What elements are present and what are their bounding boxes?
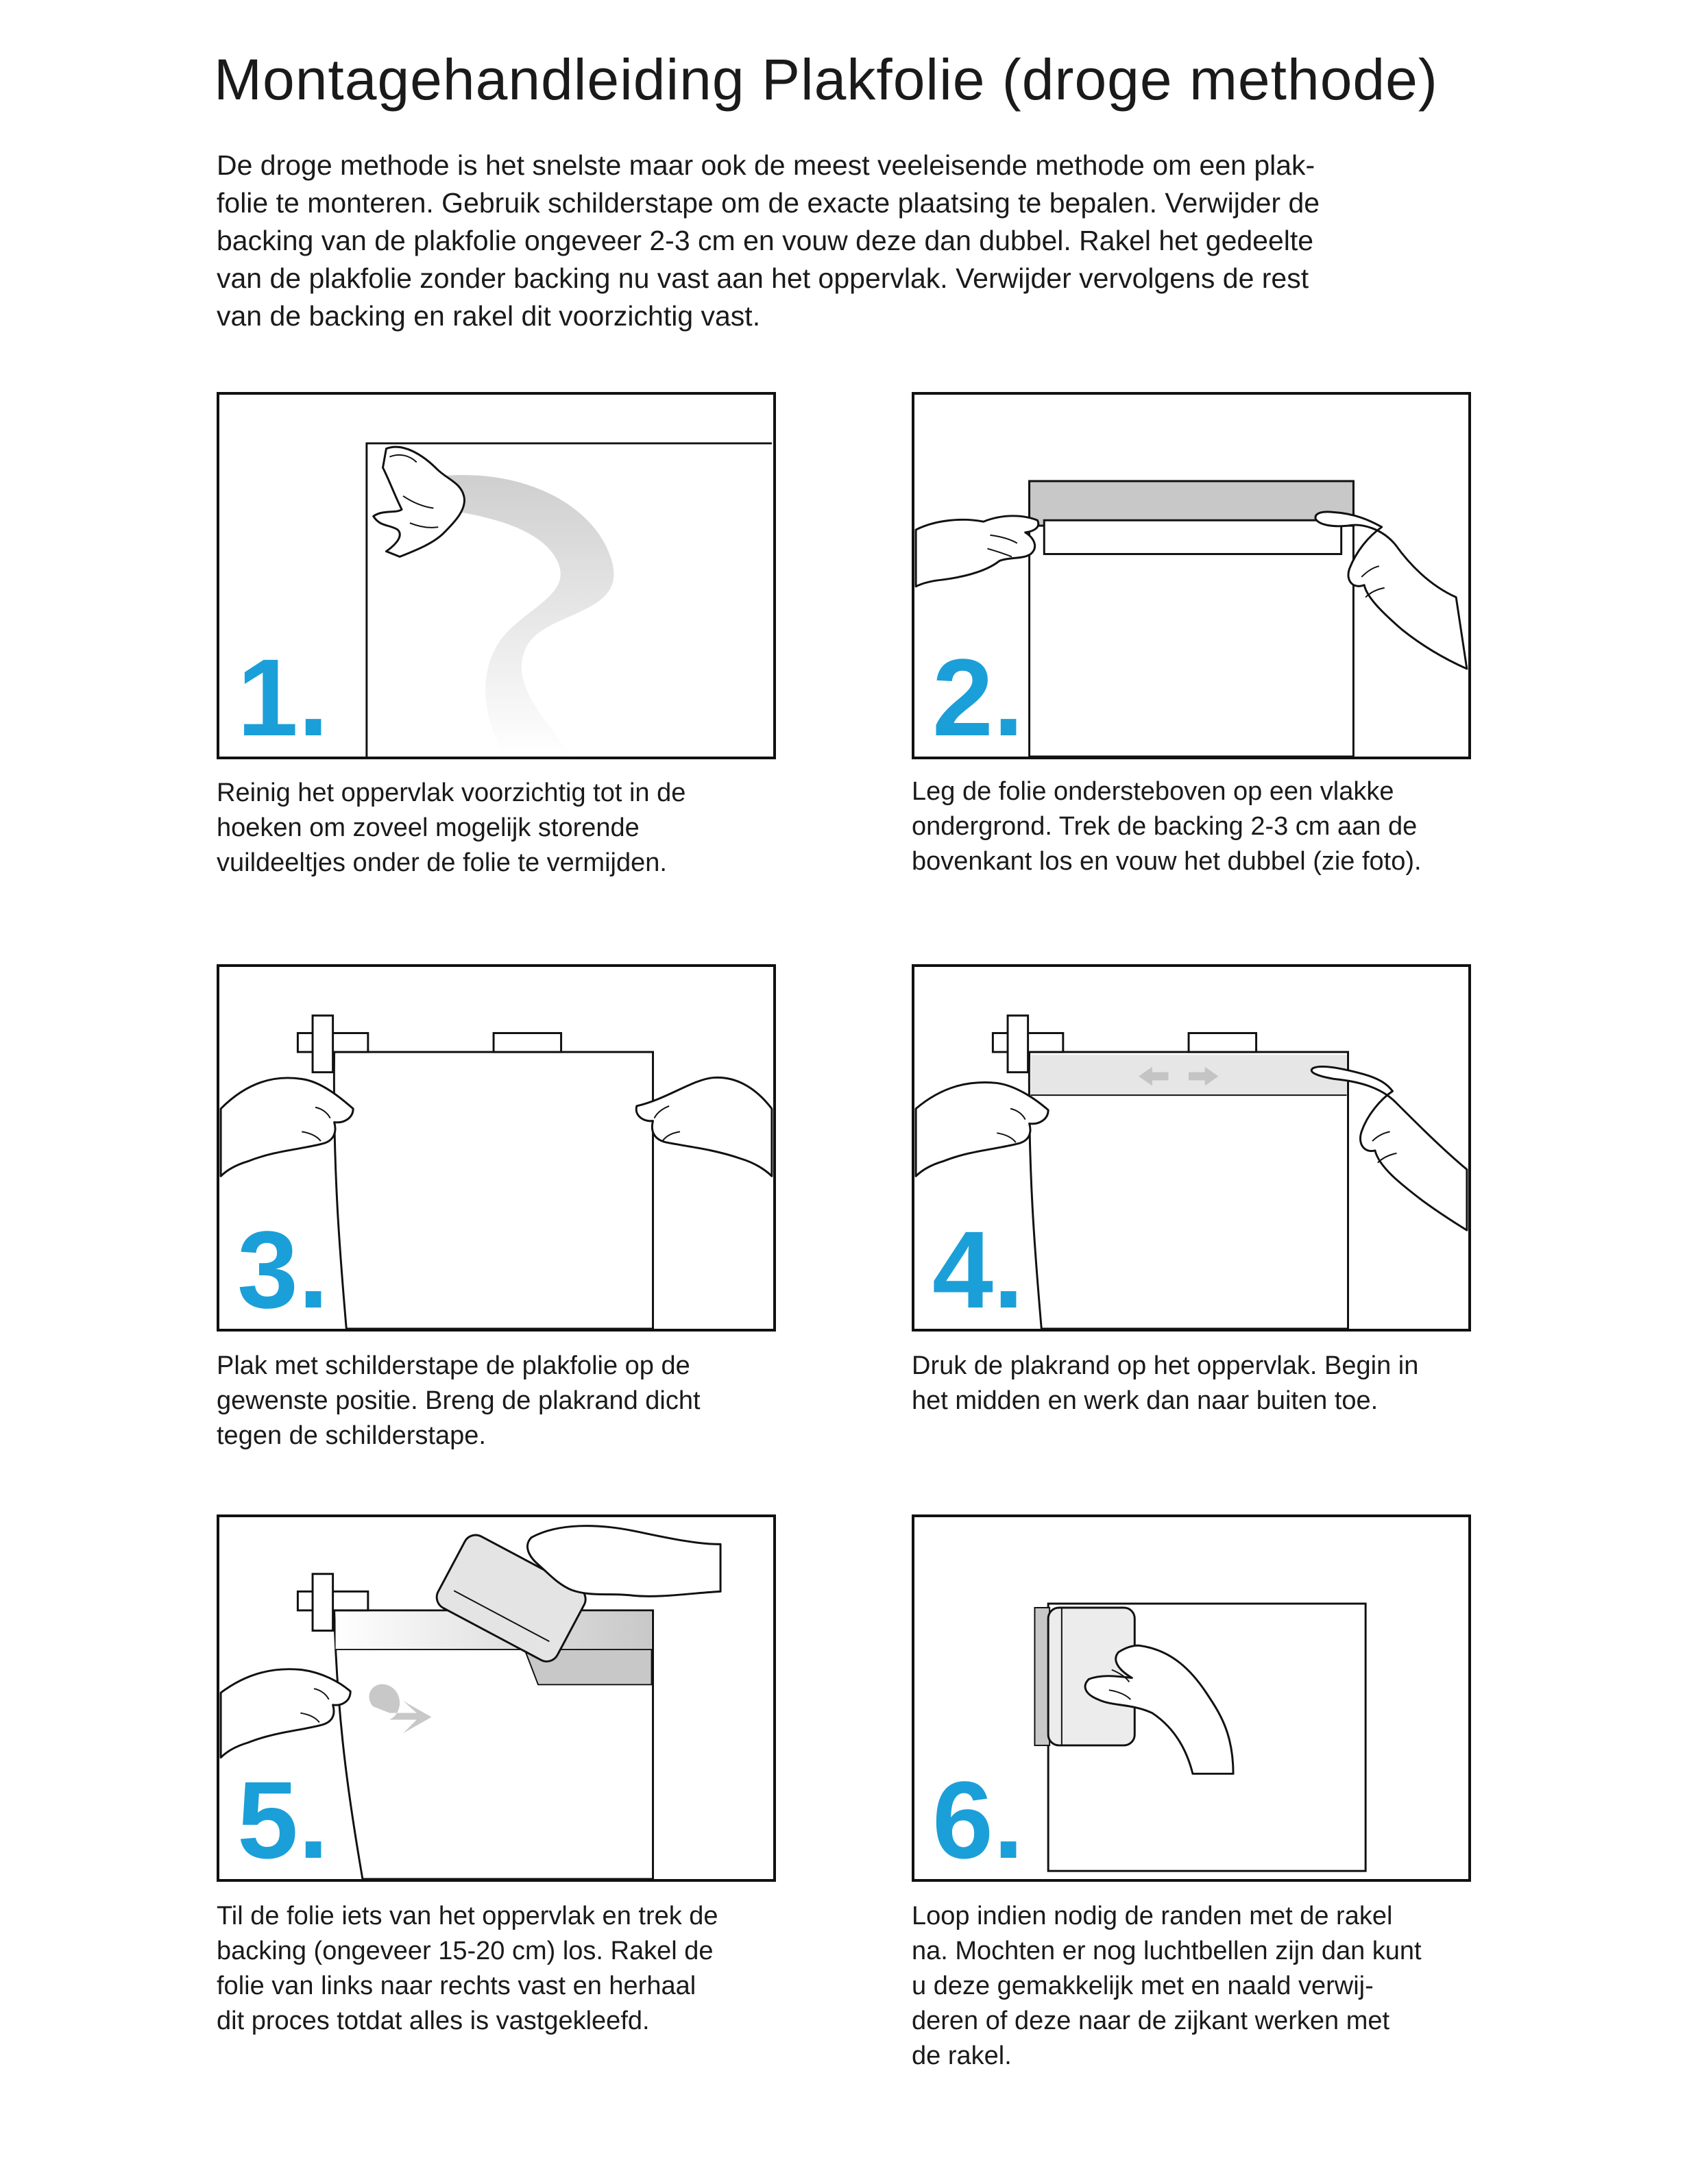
caption-line: Leg de folie ondersteboven op een vlakke	[912, 777, 1394, 806]
caption-line: folie van links naar rechts vast en herhaal	[217, 1972, 696, 2000]
intro-line: folie te monteren. Gebruik schilderstape om de exacte plaatsing te bepalen. Verwijder de	[217, 187, 1320, 219]
caption-line: backing (ongeveer 15-20 cm) los. Rakel de	[217, 1937, 714, 1965]
page-title: Montagehandleiding Plakfolie (droge methode)	[214, 47, 1438, 112]
caption-line: Loop indien nodig de randen met de rakel	[912, 1902, 1393, 1930]
step-2-caption	[912, 774, 1515, 879]
step-5-panel	[217, 1514, 776, 1882]
step-3-caption	[217, 1349, 820, 1453]
caption-line: de rakel.	[912, 2041, 1012, 2070]
step-2-panel	[912, 392, 1471, 759]
caption-line: Til de folie iets van het oppervlak en trek de	[217, 1902, 718, 1930]
caption-line: hoeken om zoveel mogelijk storende	[217, 813, 640, 842]
caption-line: u deze gemakkelijk met en naald verwij-	[912, 1972, 1374, 2000]
step-4-panel	[912, 964, 1471, 1332]
caption-line: deren of deze naar de zijkant werken met	[912, 2007, 1390, 2035]
step-1-caption	[217, 776, 820, 881]
step-4-number: 4.	[932, 1208, 1024, 1331]
caption-line: Druk de plakrand op het oppervlak. Begin in	[912, 1351, 1419, 1380]
intro-line: De droge methode is het snelste maar ook de meest veeleisende methode om een plak-	[217, 149, 1315, 181]
caption-line: na. Mochten er nog luchtbellen zijn dan kunt	[912, 1937, 1422, 1965]
step-3-number: 3.	[237, 1208, 329, 1331]
intro-line: backing van de plakfolie ongeveer 2-3 cm en vouw deze dan dubbel. Rakel het gedeelte	[217, 225, 1314, 256]
caption-line: het midden en werk dan naar buiten toe.	[912, 1386, 1379, 1415]
intro-paragraph	[217, 147, 1505, 335]
intro-line: van de backing en rakel dit voorzichtig vast.	[217, 300, 761, 332]
intro-line: van de plakfolie zonder backing nu vast aan het oppervlak. Verwijder vervolgens de rest	[217, 262, 1309, 294]
step-6-number: 6.	[932, 1758, 1024, 1881]
step-1-number: 1.	[237, 636, 329, 759]
step-6-panel	[912, 1514, 1471, 1882]
caption-line: vuildeeltjes onder de folie te vermijden.	[217, 848, 667, 877]
caption-line: dit proces totdat alles is vastgekleefd.	[217, 2007, 650, 2035]
step-4-caption	[912, 1349, 1515, 1419]
caption-line: Reinig het oppervlak voorzichtig tot in de	[217, 778, 686, 807]
step-3-panel	[217, 964, 776, 1332]
caption-line: ondergrond. Trek de backing 2-3 cm aan de	[912, 812, 1418, 841]
caption-line: gewenste positie. Breng de plakrand dicht	[217, 1386, 701, 1415]
caption-line: bovenkant los en vouw het dubbel (zie foto).	[912, 847, 1422, 876]
step-6-caption	[912, 1899, 1515, 2074]
step-5-number: 5.	[237, 1758, 329, 1881]
step-2-number: 2.	[932, 636, 1024, 759]
step-5-caption	[217, 1899, 820, 2039]
caption-line: tegen de schilderstape.	[217, 1421, 486, 1450]
step-1-panel	[217, 392, 776, 759]
caption-line: Plak met schilderstape de plakfolie op de	[217, 1351, 690, 1380]
